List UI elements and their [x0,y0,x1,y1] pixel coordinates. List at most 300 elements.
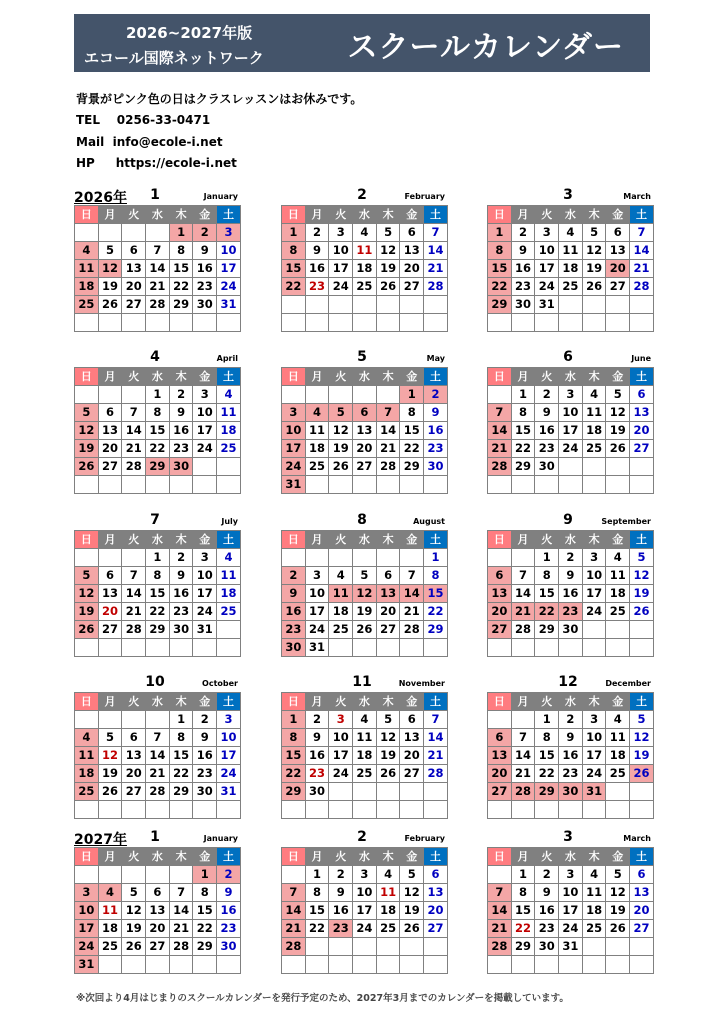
empty-cell [329,296,353,314]
calendar-grid [281,205,448,332]
weekday-header: 水 [559,206,583,224]
day-cell: 2 [535,386,559,404]
day-cell: 4 [559,224,583,242]
empty-cell [376,783,400,801]
day-cell: 16 [305,260,329,278]
day-cell-closed: 2 [282,567,306,585]
day-cell: 23 [535,920,559,938]
day-cell: 28 [146,296,170,314]
month-name-en: November [398,679,445,688]
month-name-en: May [426,354,445,363]
empty-cell [400,801,424,819]
empty-cell [282,956,306,974]
day-cell-closed: 23 [282,621,306,639]
weekday-header: 火 [122,693,146,711]
month-number: 3 [563,829,573,845]
weekday-header: 日 [282,848,306,866]
day-cell: 28 [122,621,146,639]
day-cell: 12 [329,422,353,440]
weekday-header: 月 [511,848,535,866]
weekday-header: 木 [582,206,606,224]
day-cell-closed: 17 [75,920,99,938]
day-cell: 14 [630,242,654,260]
weekday-header: 水 [353,693,377,711]
empty-cell [511,639,535,657]
empty-cell [511,314,535,332]
day-cell: 16 [559,747,583,765]
day-cell: 22 [511,440,535,458]
day-cell-closed: 1 [169,224,193,242]
calendar-grid [281,847,448,974]
day-cell: 22 [511,920,535,938]
day-cell: 19 [630,585,654,603]
day-cell: 24 [305,621,329,639]
day-cell: 7 [146,729,170,747]
empty-cell [122,224,146,242]
day-cell: 13 [630,884,654,902]
weekday-header: 日 [75,693,99,711]
empty-cell [122,386,146,404]
day-cell: 18 [582,422,606,440]
weekday-header: 土 [424,531,448,549]
empty-cell [169,801,193,819]
day-cell: 21 [424,747,448,765]
empty-cell [122,711,146,729]
empty-cell [329,801,353,819]
day-cell: 14 [376,422,400,440]
empty-cell [400,938,424,956]
weekday-header: 土 [217,368,241,386]
day-cell-closed: 1 [400,386,424,404]
weekday-header: 日 [282,693,306,711]
day-cell: 9 [169,567,193,585]
empty-cell [217,956,241,974]
day-cell: 18 [559,260,583,278]
day-cell: 23 [193,278,217,296]
empty-cell [353,938,377,956]
day-cell: 5 [630,711,654,729]
day-cell: 16 [217,902,241,920]
weekday-header: 水 [353,368,377,386]
day-cell: 3 [559,386,583,404]
day-cell: 9 [511,242,535,260]
day-cell-closed: 21 [488,440,512,458]
day-cell: 10 [559,884,583,902]
day-cell: 13 [98,422,122,440]
calendar-grid [487,847,654,974]
calendar-grid [74,205,241,332]
day-cell: 21 [146,278,170,296]
day-cell: 7 [511,567,535,585]
day-cell: 2 [511,224,535,242]
empty-cell [606,476,630,494]
day-cell: 11 [217,404,241,422]
day-cell: 17 [217,747,241,765]
day-cell-closed: 2 [193,224,217,242]
day-cell: 3 [329,711,353,729]
day-cell: 9 [559,729,583,747]
day-cell: 17 [559,422,583,440]
day-cell: 4 [353,711,377,729]
day-cell: 10 [582,729,606,747]
day-cell: 3 [329,224,353,242]
empty-cell [535,314,559,332]
month-number: 4 [150,349,160,365]
weekday-header: 火 [122,368,146,386]
day-cell: 19 [98,278,122,296]
empty-cell [146,476,170,494]
day-cell: 13 [98,585,122,603]
day-cell: 14 [424,729,448,747]
day-cell: 24 [582,603,606,621]
day-cell: 17 [193,585,217,603]
empty-cell [376,639,400,657]
calendar-grid [74,530,241,657]
empty-cell [98,314,122,332]
day-cell: 23 [217,920,241,938]
weekday-header: 木 [582,693,606,711]
day-cell: 29 [169,296,193,314]
day-cell: 27 [98,458,122,476]
weekday-header: 日 [488,206,512,224]
empty-cell [424,476,448,494]
empty-cell [400,783,424,801]
closure-notice: 背景がピンク色の日はクラスレッスンはお休みです。 [76,92,363,106]
day-cell-closed: 15 [282,260,306,278]
weekday-header: 木 [169,848,193,866]
day-cell: 26 [606,920,630,938]
month-name-en: July [221,517,238,526]
day-cell: 9 [169,404,193,422]
empty-cell [217,476,241,494]
day-cell-closed: 22 [535,603,559,621]
calendar-grid [487,205,654,332]
day-cell: 27 [98,621,122,639]
day-cell: 5 [376,711,400,729]
day-cell: 19 [630,747,654,765]
day-cell: 17 [353,902,377,920]
day-cell: 15 [305,902,329,920]
weekday-header: 月 [98,368,122,386]
empty-cell [146,711,170,729]
day-cell: 4 [353,224,377,242]
day-cell: 17 [582,585,606,603]
empty-cell [559,314,583,332]
day-cell: 9 [535,404,559,422]
empty-cell [146,801,170,819]
day-cell: 9 [305,242,329,260]
weekday-header: 土 [630,693,654,711]
empty-cell [305,476,329,494]
day-cell: 28 [511,621,535,639]
empty-cell [353,801,377,819]
day-cell: 24 [353,920,377,938]
weekday-header: 日 [75,368,99,386]
weekday-header: 月 [511,531,535,549]
weekday-header: 土 [424,368,448,386]
empty-cell [630,783,654,801]
empty-cell [488,956,512,974]
weekday-header: 火 [122,848,146,866]
day-cell: 13 [400,242,424,260]
empty-cell [98,801,122,819]
day-cell: 18 [376,902,400,920]
weekday-header: 金 [606,368,630,386]
day-cell: 25 [606,765,630,783]
day-cell-closed: 8 [488,242,512,260]
empty-cell [376,938,400,956]
day-cell: 27 [606,278,630,296]
day-cell: 5 [122,884,146,902]
weekday-header: 水 [559,848,583,866]
footnote: ※次回より4月はじまりのスクールカレンダーを発行予定のため、2027年3月までのカレンダーを掲載しています。 [76,993,569,1004]
day-cell: 1 [424,549,448,567]
day-cell: 17 [559,902,583,920]
day-cell: 10 [193,567,217,585]
day-cell-closed: 26 [75,621,99,639]
day-cell: 6 [400,711,424,729]
empty-cell [606,639,630,657]
day-cell: 29 [511,938,535,956]
month-name-en: January [203,834,238,843]
day-cell: 13 [606,242,630,260]
day-cell: 20 [400,747,424,765]
empty-cell [75,801,99,819]
empty-cell [146,956,170,974]
weekday-header: 水 [146,848,170,866]
empty-cell [329,476,353,494]
empty-cell [146,224,170,242]
day-cell: 23 [305,278,329,296]
day-cell: 22 [169,278,193,296]
weekday-header: 水 [353,206,377,224]
day-cell-closed: 11 [75,260,99,278]
day-cell: 11 [606,729,630,747]
day-cell: 20 [400,260,424,278]
day-cell: 2 [329,866,353,884]
weekday-header: 火 [535,531,559,549]
day-cell: 8 [169,729,193,747]
day-cell: 8 [535,729,559,747]
day-cell: 24 [193,603,217,621]
day-cell: 27 [353,458,377,476]
day-cell: 21 [511,765,535,783]
day-cell-closed: 14 [488,902,512,920]
day-cell: 10 [535,242,559,260]
day-cell: 16 [535,902,559,920]
day-cell: 16 [535,422,559,440]
weekday-header: 月 [98,848,122,866]
weekday-header: 金 [193,206,217,224]
day-cell: 22 [146,440,170,458]
day-cell: 21 [630,260,654,278]
edition-label: 2026~2027年版 [126,24,253,42]
empty-cell [353,783,377,801]
day-cell: 6 [376,567,400,585]
day-cell-closed: 12 [75,422,99,440]
empty-cell [217,314,241,332]
empty-cell [511,711,535,729]
day-cell: 19 [606,422,630,440]
calendar-grid [74,847,241,974]
empty-cell [400,296,424,314]
day-cell: 26 [376,278,400,296]
day-cell: 14 [424,242,448,260]
empty-cell [282,386,306,404]
day-cell: 16 [511,260,535,278]
day-cell: 5 [582,224,606,242]
day-cell: 20 [376,603,400,621]
empty-cell [98,476,122,494]
calendar-grid [281,367,448,494]
empty-cell [193,458,217,476]
day-cell: 15 [146,585,170,603]
day-cell: 1 [535,549,559,567]
month-name-en: August [413,517,445,526]
day-cell: 30 [193,296,217,314]
calendar-grid [74,367,241,494]
empty-cell [75,711,99,729]
day-cell: 23 [535,440,559,458]
empty-cell [146,866,170,884]
day-cell: 4 [606,549,630,567]
month-number: 12 [558,674,578,690]
day-cell: 19 [582,260,606,278]
empty-cell [282,801,306,819]
weekday-header: 金 [400,531,424,549]
weekday-header: 日 [488,368,512,386]
day-cell: 26 [353,621,377,639]
day-cell: 13 [400,729,424,747]
empty-cell [424,296,448,314]
organization-name: エコール国際ネットワーク [84,49,264,67]
empty-cell [606,296,630,314]
empty-cell [488,639,512,657]
day-cell: 20 [98,603,122,621]
hp-link[interactable]: https://ecole-i.net [115,156,237,170]
day-cell: 27 [400,278,424,296]
weekday-header: 金 [606,693,630,711]
day-cell: 19 [376,260,400,278]
day-cell: 10 [329,242,353,260]
day-cell: 23 [193,765,217,783]
day-cell-closed: 29 [282,783,306,801]
weekday-header: 金 [193,693,217,711]
day-cell: 29 [511,458,535,476]
weekday-header: 水 [353,848,377,866]
weekday-header: 日 [75,531,99,549]
weekday-header: 土 [217,848,241,866]
day-cell-closed: 19 [75,440,99,458]
day-cell: 12 [122,902,146,920]
day-cell: 22 [424,603,448,621]
day-cell: 19 [353,603,377,621]
empty-cell [169,476,193,494]
empty-cell [559,476,583,494]
empty-cell [305,956,329,974]
empty-cell [630,801,654,819]
day-cell: 30 [305,783,329,801]
day-cell-closed: 20 [488,765,512,783]
empty-cell [376,549,400,567]
day-cell: 28 [122,458,146,476]
day-cell: 1 [146,549,170,567]
mail-address[interactable]: info@ecole-i.net [112,135,223,149]
day-cell: 29 [400,458,424,476]
calendar-grid [74,692,241,819]
day-cell: 8 [424,567,448,585]
tel-number: 0256-33-0471 [116,113,211,127]
day-cell: 26 [630,603,654,621]
day-cell: 12 [606,884,630,902]
day-cell: 1 [169,711,193,729]
day-cell: 11 [217,567,241,585]
day-cell: 5 [98,729,122,747]
empty-cell [305,801,329,819]
weekday-header: 火 [535,206,559,224]
empty-cell [488,549,512,567]
day-cell-closed: 11 [75,747,99,765]
day-cell: 18 [606,747,630,765]
empty-cell [582,296,606,314]
day-cell: 20 [122,278,146,296]
weekday-header: 日 [282,368,306,386]
day-cell-closed: 20 [488,603,512,621]
day-cell: 4 [582,386,606,404]
day-cell: 7 [630,224,654,242]
day-cell: 25 [305,458,329,476]
month-name-en: September [601,517,651,526]
empty-cell [75,386,99,404]
empty-cell [376,296,400,314]
empty-cell [305,549,329,567]
day-cell: 21 [146,765,170,783]
weekday-header: 土 [217,693,241,711]
day-cell-closed: 3 [282,404,306,422]
day-cell: 26 [122,938,146,956]
day-cell: 16 [169,585,193,603]
empty-cell [376,314,400,332]
weekday-header: 火 [535,368,559,386]
day-cell: 18 [329,603,353,621]
month-name-en: June [631,354,651,363]
weekday-header: 火 [329,368,353,386]
day-cell: 30 [511,296,535,314]
day-cell: 9 [305,729,329,747]
month-number: 10 [145,674,165,690]
empty-cell [353,476,377,494]
day-cell-closed: 1 [193,866,217,884]
empty-cell [75,224,99,242]
month-number: 11 [352,674,372,690]
empty-cell [329,314,353,332]
day-cell: 30 [559,621,583,639]
empty-cell [606,956,630,974]
day-cell: 13 [122,747,146,765]
empty-cell [559,956,583,974]
empty-cell [217,621,241,639]
day-cell: 10 [217,242,241,260]
day-cell: 1 [511,386,535,404]
empty-cell [217,801,241,819]
day-cell: 17 [329,260,353,278]
empty-cell [559,296,583,314]
empty-cell [400,314,424,332]
weekday-header: 月 [511,693,535,711]
day-cell: 28 [146,783,170,801]
day-cell-closed: 28 [488,938,512,956]
day-cell: 25 [376,920,400,938]
